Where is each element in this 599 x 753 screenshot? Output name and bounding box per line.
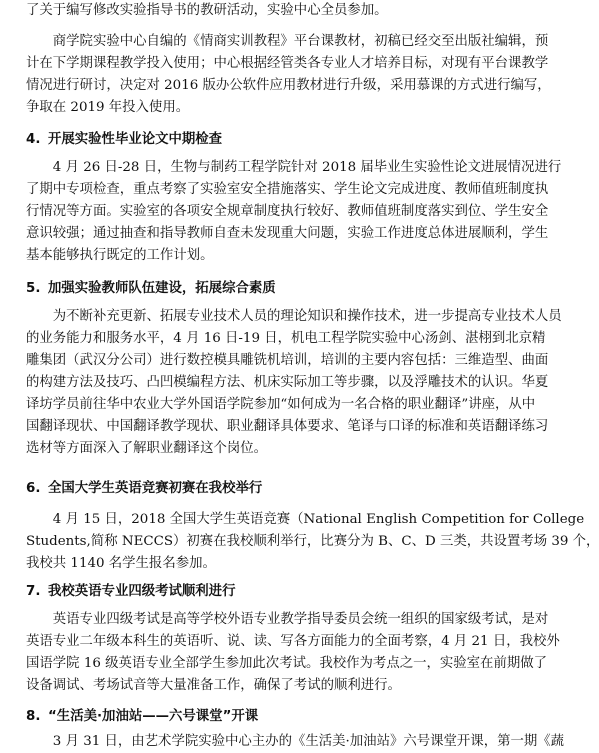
text-line: 争取在 2019 年投入使用。 — [26, 100, 190, 115]
text-line: 行情况等方面。实验室的各项安全规章制度执行较好、教师值班制度落实到位、学生安全 — [26, 204, 549, 219]
section-title: 我校英语专业四级考试顺利进行 — [48, 584, 236, 599]
section-heading-7 — [26, 581, 529, 603]
text-line: 国语学院 16 级英语专业全部学生参加此次考试。我校作为考点之一，实验室在前期做了 — [26, 656, 548, 671]
text-line: 我校共 1140 名学生报名参加。 — [26, 556, 216, 571]
text-line: 为不断补充更新、拓展专业技术人员的理论知识和操作技术，进一步提高专业技术人员 — [26, 309, 562, 324]
text-line: 3 月 31 日，由艺术学院实验中心主办的《生活美·加油站》六号课堂开课，第一期《蔬 — [26, 734, 565, 749]
text-line: 的业务能力和服务水平，4 月 16 日-19 日，机电工程学院实验中心汤剑、湛栩到北京精 — [26, 331, 546, 346]
section-heading-5 — [26, 278, 529, 300]
text-line: 了期中专项检查，重点考察了实验室安全措施落实、学生论文完成进度、教师值班制度执 — [26, 182, 549, 197]
section-heading-4 — [26, 129, 529, 151]
section-heading-6 — [26, 478, 529, 500]
section-title: 开展实验性毕业论文中期检查 — [48, 132, 223, 147]
section-number: 6. — [26, 481, 41, 496]
section-number: 7. — [26, 584, 41, 599]
text-line: 译坊学员前往华中农业大学外国语学院参加“如何成为一名合格的职业翻译”讲座，从中 — [26, 397, 536, 412]
text-line: 4 月 15 日，2018 全国大学生英语竞赛（National English Competition for College — [26, 512, 585, 527]
text-line: 英语专业四级考试是高等学校外语专业教学指导委员会统一组织的国家级考试，是对 — [26, 612, 549, 627]
text-line: 雕集团（武汉分公司）进行数控模具雕铣机培训，培训的主要内容包括：三维造型、曲面 — [26, 353, 549, 368]
section-number: 8. — [26, 709, 41, 724]
text-line: 基本能够执行既定的工作计划。 — [26, 248, 214, 263]
text-line: 计在下学期课程教学投入使用；中心根据经管类各专业人才培养目标，对现有平台课教学 — [26, 56, 549, 71]
section-number: 4. — [26, 132, 41, 147]
section-title: 全国大学生英语竞赛初赛在我校举行 — [48, 481, 263, 496]
text-line: 英语专业二年级本科生的英语听、说、读、写各方面能力的全面考察，4 月 21 日，我校外 — [26, 634, 560, 649]
section-title: 加强实验教师队伍建设，拓展综合素质 — [48, 281, 276, 296]
text-line: 国翻译现状、中国翻译教学现状、职业翻译具体要求、笔译与口译的标准和英语翻译练习 — [26, 419, 549, 434]
text-line: 情况进行研讨，决定对 2016 版办公软件应用教材进行升级，采用慕课的方式进行编写， — [26, 78, 551, 93]
text-line: 意识较强；通过抽查和指导教师自查未发现重大问题，实验工作进度总体进展顺利，学生 — [26, 226, 549, 241]
section-heading-8 — [26, 706, 529, 728]
section-title: “生活美·加油站——六号课堂”开课 — [48, 709, 259, 724]
text-line: 选材等方面深入了解职业翻译这个岗位。 — [26, 441, 268, 456]
text-line: 设备调试、考场试音等大量准备工作，确保了考试的顺利进行。 — [26, 678, 401, 693]
text-line: 的构建方法及技巧、凸凹模编程方法、机床实际加工等步骤，以及浮雕技术的认识。华夏 — [26, 375, 549, 390]
text-line: Students,简称 NECCS）初赛在我校顺利举行，比赛分为 B、C、D 三类，共设置考场 39 个， — [26, 534, 599, 549]
text-line: 4 月 26 日-28 日，生物与制药工程学院针对 2018 届毕业生实验性论文进展情况进行 — [26, 160, 562, 175]
section-number: 5. — [26, 281, 41, 296]
text-line: 了关于编写修改实验指导书的教研活动，实验中心全员参加。 — [26, 3, 388, 18]
text-line: 商学院实验中心自编的《情商实训教程》平台课教材，初稿已经交至出版社编辑，预 — [26, 34, 549, 49]
